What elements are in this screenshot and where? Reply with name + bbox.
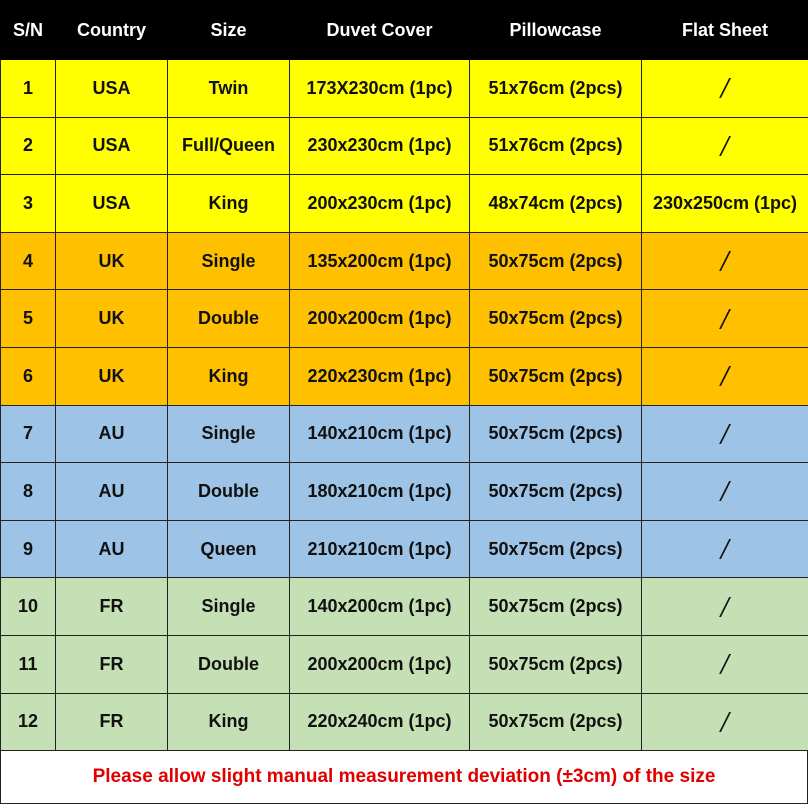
cell-flat-sheet: 230x250cm (1pc) [642,175,808,233]
cell-duvet-cover: 135x200cm (1pc) [290,232,470,290]
table-row [1,232,808,290]
cell-size: Double [168,290,290,348]
cell-pillowcase: 50x75cm (2pcs) [470,520,642,578]
table-row [1,347,808,405]
cell-size: Single [168,578,290,636]
table-row [1,463,808,521]
cell-flat-sheet: / [642,520,808,578]
cell-sn: 12 [1,693,56,751]
cell-duvet-cover: 220x230cm (1pc) [290,347,470,405]
table-row [1,520,808,578]
table-row [1,693,808,751]
cell-sn: 8 [1,463,56,521]
cell-country: AU [56,405,168,463]
cell-sn: 7 [1,405,56,463]
cell-flat-sheet: / [642,232,808,290]
cell-country: UK [56,347,168,405]
cell-country: USA [56,117,168,175]
table-row [1,578,808,636]
table-row [1,405,808,463]
cell-size: Single [168,405,290,463]
cell-size: King [168,693,290,751]
cell-size: Double [168,635,290,693]
cell-country: UK [56,232,168,290]
cell-pillowcase: 50x75cm (2pcs) [470,232,642,290]
header-pillowcase: Pillowcase [470,1,642,60]
table-row [1,175,808,233]
cell-duvet-cover: 210x210cm (1pc) [290,520,470,578]
cell-flat-sheet: / [642,463,808,521]
cell-size: Single [168,232,290,290]
cell-country: FR [56,578,168,636]
cell-country: FR [56,693,168,751]
cell-pillowcase: 50x75cm (2pcs) [470,290,642,348]
cell-duvet-cover: 200x200cm (1pc) [290,290,470,348]
cell-country: AU [56,463,168,521]
cell-duvet-cover: 220x240cm (1pc) [290,693,470,751]
cell-sn: 2 [1,117,56,175]
cell-flat-sheet: / [642,405,808,463]
cell-flat-sheet: / [642,693,808,751]
cell-size: King [168,175,290,233]
cell-pillowcase: 48x74cm (2pcs) [470,175,642,233]
cell-country: AU [56,520,168,578]
cell-pillowcase: 50x75cm (2pcs) [470,693,642,751]
cell-sn: 9 [1,520,56,578]
cell-country: FR [56,635,168,693]
cell-duvet-cover: 200x200cm (1pc) [290,635,470,693]
cell-sn: 6 [1,347,56,405]
cell-duvet-cover: 230x230cm (1pc) [290,117,470,175]
cell-flat-sheet: / [642,578,808,636]
table-header [1,1,808,60]
cell-sn: 10 [1,578,56,636]
header-duvet-cover: Duvet Cover [290,1,470,60]
cell-flat-sheet: / [642,290,808,348]
header-country: Country [56,1,168,60]
cell-flat-sheet: / [642,60,808,118]
header-sn: S/N [1,1,56,60]
cell-sn: 11 [1,635,56,693]
cell-size: Twin [168,60,290,118]
cell-duvet-cover: 173X230cm (1pc) [290,60,470,118]
cell-pillowcase: 50x75cm (2pcs) [470,635,642,693]
cell-pillowcase: 51x76cm (2pcs) [470,60,642,118]
table-body [1,60,808,751]
cell-duvet-cover: 200x230cm (1pc) [290,175,470,233]
cell-flat-sheet: / [642,347,808,405]
cell-size: King [168,347,290,405]
cell-country: UK [56,290,168,348]
cell-duvet-cover: 140x210cm (1pc) [290,405,470,463]
cell-pillowcase: 50x75cm (2pcs) [470,347,642,405]
cell-sn: 1 [1,60,56,118]
header-size: Size [168,1,290,60]
cell-country: USA [56,175,168,233]
cell-pillowcase: 50x75cm (2pcs) [470,405,642,463]
cell-flat-sheet: / [642,117,808,175]
table-row [1,290,808,348]
cell-duvet-cover: 140x200cm (1pc) [290,578,470,636]
measurement-note: Please allow slight manual measurement deviation (±3cm) of the size [0,750,808,804]
cell-pillowcase: 51x76cm (2pcs) [470,117,642,175]
cell-pillowcase: 50x75cm (2pcs) [470,578,642,636]
table-row [1,60,808,118]
table-row [1,117,808,175]
cell-country: USA [56,60,168,118]
cell-flat-sheet: / [642,635,808,693]
cell-size: Double [168,463,290,521]
header-flat-sheet: Flat Sheet [642,1,808,60]
table-row [1,635,808,693]
cell-pillowcase: 50x75cm (2pcs) [470,463,642,521]
cell-size: Queen [168,520,290,578]
cell-sn: 4 [1,232,56,290]
header-row [1,1,808,60]
cell-sn: 5 [1,290,56,348]
cell-size: Full/Queen [168,117,290,175]
cell-sn: 3 [1,175,56,233]
cell-duvet-cover: 180x210cm (1pc) [290,463,470,521]
